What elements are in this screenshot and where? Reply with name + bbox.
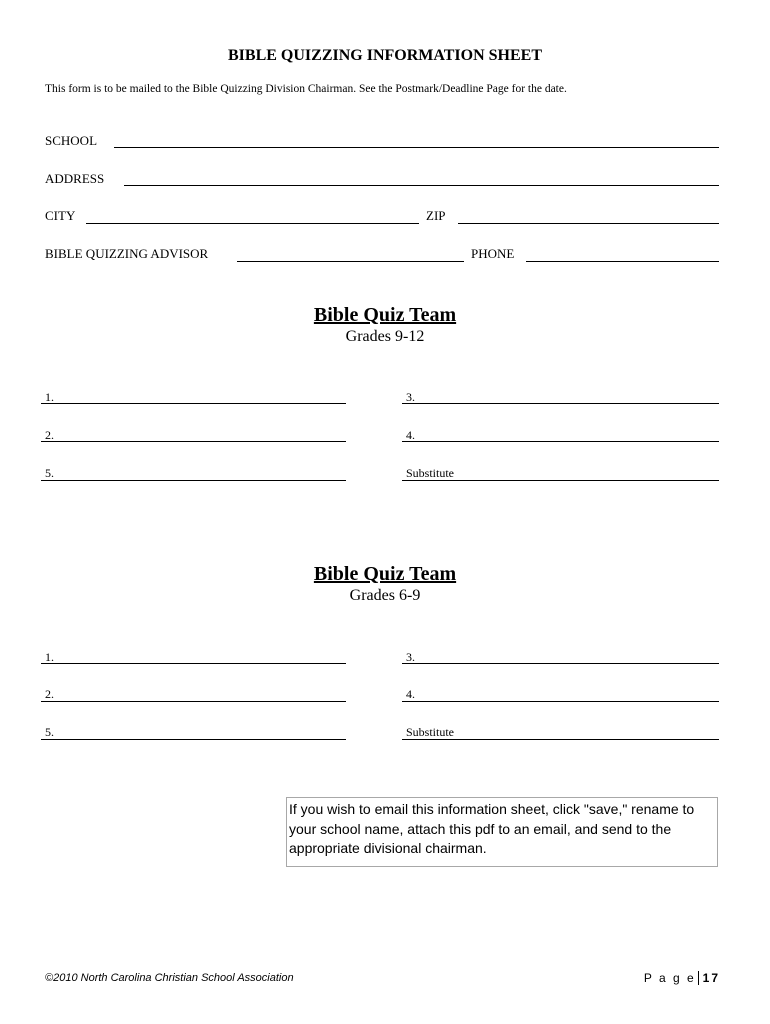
team1-slot-2-label: 2. (45, 428, 54, 442)
team2-slot-4-input[interactable] (421, 685, 717, 701)
team2-substitute-line (402, 739, 719, 740)
phone-line (526, 261, 719, 262)
school-label: SCHOOL (45, 133, 98, 148)
team1-slot-5-line (41, 480, 346, 481)
team1-slot-1-input[interactable] (60, 388, 344, 404)
team2-slot-5-input[interactable] (60, 723, 344, 739)
intro-text: This form is to be mailed to the Bible Quizzing Division Chairman. See the Postmark/Deadline Page for the date. (45, 83, 567, 95)
team1-heading: Bible Quiz Team (313, 304, 457, 326)
team2-slot-3-input[interactable] (421, 648, 717, 664)
address-line (124, 185, 719, 186)
team2-slot-1-input[interactable] (60, 648, 344, 664)
school-input[interactable] (116, 131, 716, 147)
team1-slot-4-input[interactable] (421, 426, 717, 442)
team2-slot-5-label: 5. (45, 725, 54, 739)
team1-slot-1-label: 1. (45, 390, 54, 404)
team2-slot-4-line (402, 701, 719, 702)
team1-slot-3-input[interactable] (421, 388, 717, 404)
team2-slot-3-label: 3. (406, 650, 415, 664)
team1-slot-3-label: 3. (406, 390, 415, 404)
advisor-line (237, 261, 464, 262)
address-label: ADDRESS (45, 171, 105, 186)
team2-substitute-label: Substitute (406, 725, 455, 739)
city-label: CITY (45, 208, 76, 223)
zip-line (458, 223, 719, 224)
city-line (86, 223, 419, 224)
zip-input[interactable] (460, 207, 716, 223)
team2-substitute-input[interactable] (466, 723, 717, 739)
team1-slot-5-label: 5. (45, 466, 54, 480)
team2-slot-2-line (41, 701, 346, 702)
team1-substitute-input[interactable] (466, 464, 717, 480)
team2-slot-2-input[interactable] (60, 685, 344, 701)
team1-slot-2-input[interactable] (60, 426, 344, 442)
city-input[interactable] (88, 207, 416, 223)
team2-slot-5-line (41, 739, 346, 740)
team2-grades: Grades 6-9 (349, 587, 421, 604)
team1-substitute-line (402, 480, 719, 481)
footer-page-number (644, 971, 720, 985)
team1-slot-4-label: 4. (406, 428, 415, 442)
team2-slot-1-label: 1. (45, 650, 54, 664)
phone-label: PHONE (471, 246, 515, 261)
page-label: P a g e (643, 971, 696, 985)
advisor-input[interactable] (239, 245, 461, 261)
phone-input[interactable] (528, 245, 716, 261)
address-input[interactable] (126, 169, 716, 185)
footer-copyright: ©2010 North Carolina Christian School Association (45, 972, 294, 984)
team2-slot-4-label: 4. (406, 687, 415, 701)
team1-slot-5-input[interactable] (60, 464, 344, 480)
school-line (114, 147, 719, 148)
team2-slot-2-label: 2. (45, 687, 54, 701)
page-number: 17 (702, 971, 720, 985)
team1-grades: Grades 9-12 (345, 328, 425, 345)
advisor-label: BIBLE QUIZZING ADVISOR (45, 246, 209, 261)
page-title: BIBLE QUIZZING INFORMATION SHEET (228, 47, 542, 64)
team2-heading: Bible Quiz Team (313, 563, 457, 585)
email-instructions-box: If you wish to email this information sheet, click "save," rename to your school name, attach this pdf to an email, and send to the appropriate divisional chairman. (286, 797, 718, 867)
team1-substitute-label: Substitute (406, 466, 455, 480)
zip-label: ZIP (426, 208, 446, 223)
